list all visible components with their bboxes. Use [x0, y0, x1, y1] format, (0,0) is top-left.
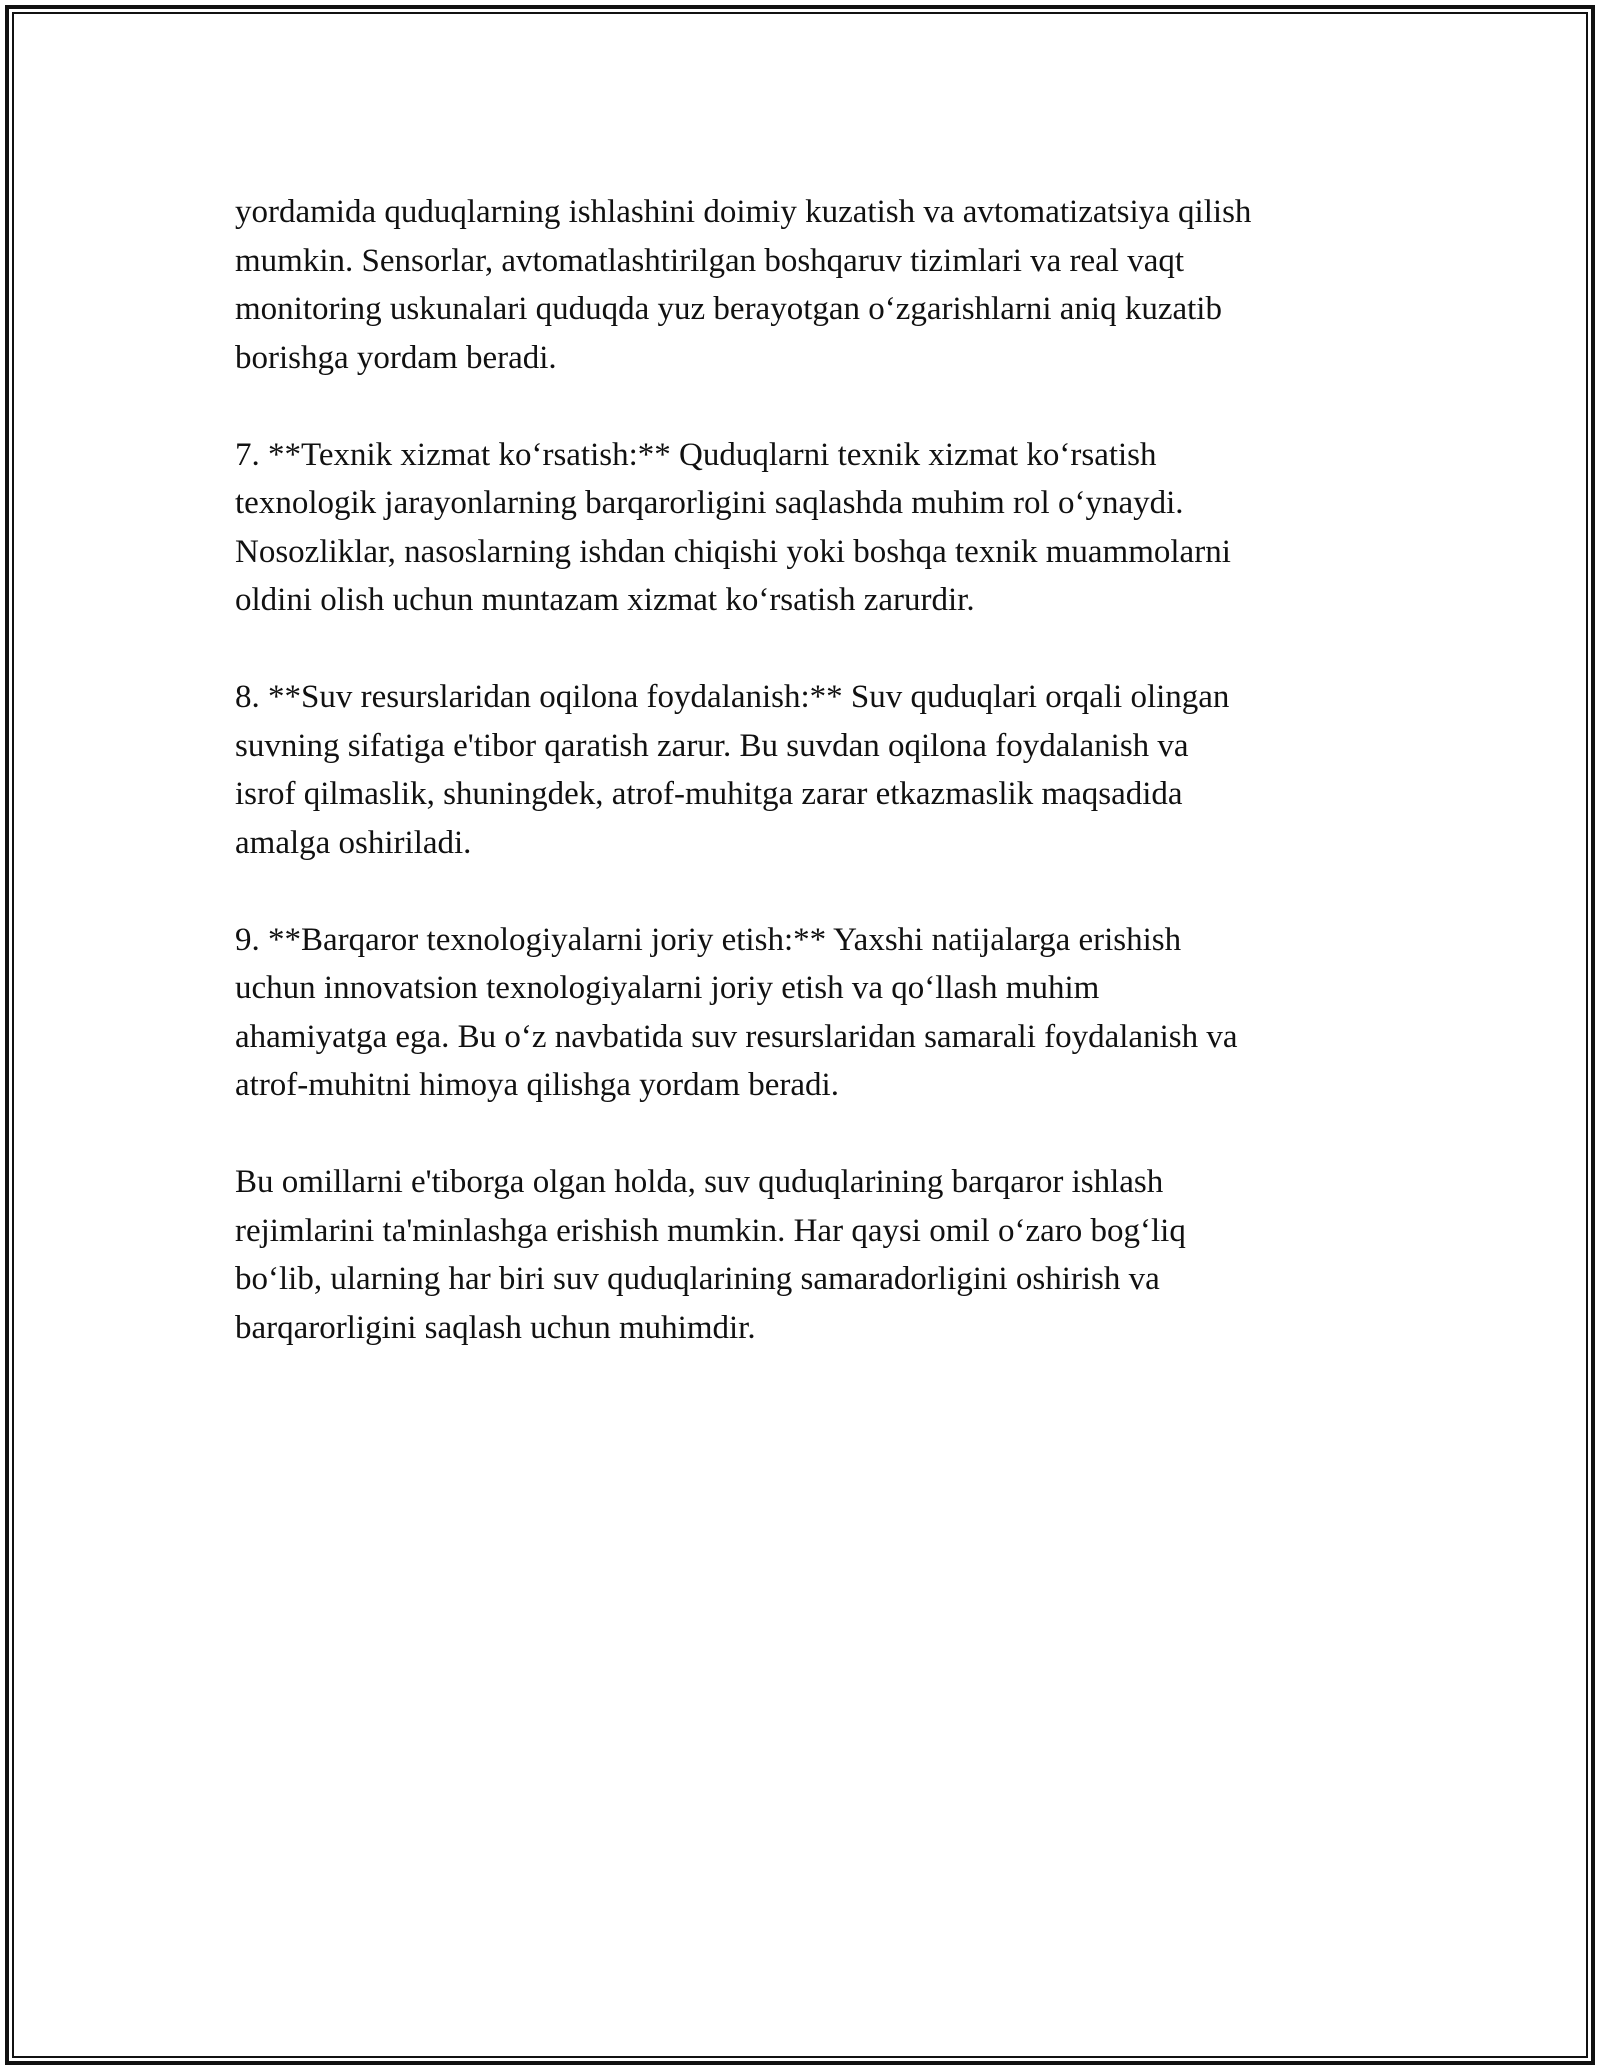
text-line: uchun innovatsion texnologiyalarni joriy etish va qo‘llash muhim: [235, 970, 1100, 1006]
text-line: yordamida quduqlarning ishlashini doimiy kuzatish va avtomatizatsiya qilish: [235, 194, 1252, 230]
text-line: Nosozliklar, nasoslarning ishdan chiqishi yoki boshqa texnik muammolarni: [235, 533, 1231, 570]
text-line: amalga oshiriladi.: [235, 824, 472, 861]
text-line: bo‘lib, ularning har biri suv quduqlarining samaradorligini oshirish va: [235, 1261, 1160, 1297]
text-line: atrof-muhitni himoya qilishga yordam beradi.: [235, 1067, 839, 1103]
paragraph-monitoring: [235, 188, 1375, 382]
text-line: texnologik jarayonlarning barqarorligini saqlashda muhim rol o‘ynaydi.: [235, 485, 1184, 521]
text-line: 7. **Texnik xizmat ko‘rsatish:** Quduqlarni texnik xizmat ko‘rsatish: [235, 436, 1157, 473]
text-line: 9. **Barqaror texnologiyalarni joriy etish:** Yaxshi natijalarga erishish: [235, 921, 1182, 958]
text-line: 8. **Suv resurslaridan oqilona foydalanish:** Suv quduqlari orqali olingan: [235, 679, 1230, 715]
text-line: borishga yordam beradi.: [235, 339, 557, 376]
text-line: Bu omillarni e'tiborga olgan holda, suv quduqlarining barqaror ishlash: [235, 1164, 1164, 1200]
text-line: barqarorligini saqlash uchun muhimdir.: [235, 1309, 756, 1346]
text-line: isrof qilmaslik, shuningdek, atrof-muhitga zarar etkazmaslik maqsadida: [235, 776, 1183, 812]
text-line: oldini olish uchun muntazam xizmat ko‘rsatish zarurdir.: [235, 582, 975, 618]
text-line: rejimlarini ta'minlashga erishish mumkin. Har qaysi omil o‘zaro bog‘liq: [235, 1212, 1186, 1249]
text-line: monitoring uskunalari quduqda yuz berayotgan o‘zgarishlarni aniq kuzatib: [235, 291, 1222, 327]
paragraph-item-7: [235, 431, 1375, 625]
paragraph-item-8: [235, 673, 1375, 867]
paragraph-conclusion: [235, 1158, 1375, 1352]
text-line: mumkin. Sensorlar, avtomatlashtirilgan boshqaruv tizimlari va real vaqt: [235, 242, 1185, 279]
text-line: ahamiyatga ega. Bu o‘z navbatida suv resurslaridan samarali foydalanish va: [235, 1018, 1238, 1055]
document-body: [235, 188, 1375, 1401]
paragraph-item-9: [235, 916, 1375, 1110]
text-line: suvning sifatiga e'tibor qaratish zarur. Bu suvdan oqilona foydalanish va: [235, 727, 1189, 764]
